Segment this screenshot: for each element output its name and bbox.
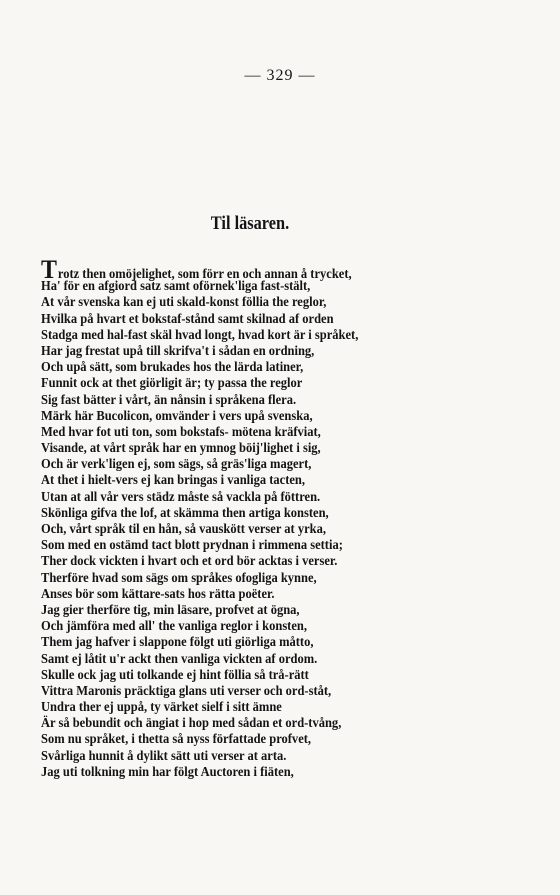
poem-line: Them jag hafver i slappone fölgt uti giörliga måtto, <box>41 634 314 650</box>
poem-line: Och är verk'ligen ej, som sägs, så gräs'liga magert, <box>41 456 312 472</box>
poem-line: Jag gier therföre tig, min läsare, profvet at ögna, <box>41 601 300 617</box>
poem-line: At vår svenska kan ej uti skald-konst föllia the reglor, <box>41 294 327 310</box>
poem-line: Hvilka på hvart et bokstaf-stånd samt skilnad af orden <box>41 310 334 326</box>
poem-line: Som nu språket, i thetta så nyss författade profvet, <box>41 731 312 747</box>
poem-line: Och, vårt språk til en hån, så vauskött verser at yrka, <box>41 521 326 536</box>
poem-line: Anses bör som kättare-sats hos rätta poëter. <box>41 585 275 601</box>
poem-line: At thet i hielt-vers ej kan bringas i vanliga tacten, <box>41 472 306 488</box>
poem-line: Som med en ostämd tact blott prydnan i rimmena settia; <box>41 537 343 553</box>
poem-line: Visande, at vårt språk har en ymnog böij'lighet i sig, <box>41 440 321 456</box>
page-number: — 329 — <box>244 67 316 84</box>
poem-line: Undra ther ej uppå, ty värket sielf i sitt ämne <box>41 699 282 715</box>
poem-line: Med hvar fot uti ton, som bokstafs- mötena kräfviat, <box>41 423 321 439</box>
drop-cap: T <box>41 255 57 284</box>
page-title: Til läsaren. <box>210 213 290 234</box>
poem-line: Märk här Bucolicon, omvänder i vers upå svenska, <box>41 407 313 423</box>
poem-line: Sig fast bätter i vårt, än nånsin i språkena flera. <box>41 391 297 407</box>
poem-line: Och upå sätt, som brukades hos the lärda latiner, <box>41 359 304 375</box>
poem-line: Ther dock vickten i hvart och et ord bör acktas i verser. <box>41 553 338 569</box>
poem-line: Therföre hvad som sägs om språkes ofogliga kynne, <box>41 569 317 585</box>
poem-line: Är så bebundit och ängiat i hop med sådan et ord-tvång, <box>41 715 342 731</box>
poem-line: Svårliga hunnit å dylikt sätt uti verser at arta. <box>41 747 287 763</box>
poem-line: Funnit ock at thet giörligit är; ty passa the reglor <box>41 375 303 391</box>
poem-line: Stadga med hal-fast skäl hvad longt, hvad kort är i språket, <box>41 326 359 342</box>
first-line-text: rotz then omöjelighet, som förr en och annan å trycket, <box>57 266 352 281</box>
poem-line <box>41 255 427 284</box>
poem-line: Utan at all vår vers städz måste så vackla på föttren. <box>41 488 321 504</box>
poem-text <box>41 255 461 780</box>
poem-line: Och jämföra med all' the vanliga reglor i konsten, <box>41 618 307 634</box>
poem-line: Samt ej låtit u'r ackt then vanliga vickten af ordom. <box>41 650 318 666</box>
poem-line: Skulle ock jag uti tolkande ej hint föllia så trå-rätt <box>41 666 309 682</box>
poem-line: Ha' för en afgiord satz samt oförnek'liga fast-stält, <box>41 278 311 294</box>
poem-line: Har jag frestat upå till skrifva't i sådan en ordning, <box>41 342 315 358</box>
poem-line: Skönliga gifva the lof, at skämma then artiga konsten, <box>41 504 329 520</box>
poem-line: Vittra Maronis präcktiga glans uti verser och ord-ståt, <box>41 682 332 698</box>
poem-line: Jag uti tolkning min har fölgt Auctoren i fiäten, <box>41 763 294 779</box>
